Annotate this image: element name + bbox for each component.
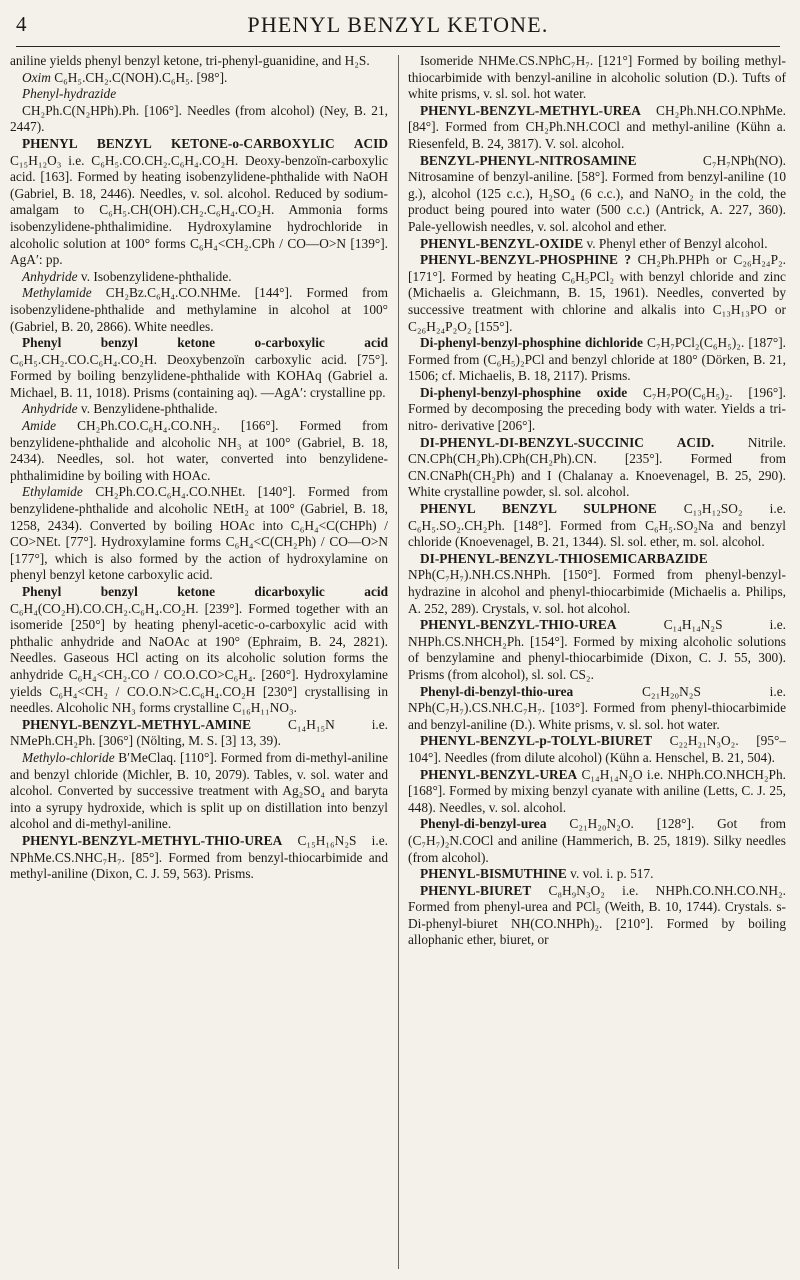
entry-heading: DI-PHENYL-DI-BENZYL-SUCCINIC ACID. (420, 434, 715, 450)
entry-paragraph (408, 153, 786, 236)
entry-paragraph (10, 269, 388, 286)
entry-heading: PHENYL BENZYL KETONE-o-CARBOXYLIC ACID (22, 135, 388, 151)
entry-heading: Phenyl-di-benzyl-thio-urea (420, 683, 574, 699)
entry-text: CH₂Ph.C(N₂HPh).Ph. [106°]. Needles (from alcohol) (Ney, B. 21, 2447). (10, 102, 388, 135)
entry-paragraph (408, 767, 786, 817)
entry-paragraph (10, 53, 388, 70)
entry-paragraph (408, 103, 786, 153)
entry-text: C₁₄H₁₄N₂O i.e. NHPh.CO.NHCH₂Ph. [168°]. Formed by mixing benzyl cyanate with aniline (Letts, C. J. 25, 448). Needles, v. sol. alcohol. (408, 766, 786, 815)
entry-text: CH₂Bz.C₆H₄.CO.NHMe. [144°]. Formed from isobenzylidene-phthalide and methylamine in alcohol at 100° (Gabriel, B. 20, 2866). White needles. (10, 285, 388, 334)
entry-paragraph (10, 833, 388, 883)
entry-text: C₁₅H₁₂O₃ i.e. C₆H₅.CO.CH₂.C₆H₄.CO₂H. Deoxy-benzoïn-carboxylic acid. [163]. Formed by heating isobenzylidene-phthalide with NaOH (Gabriel, B. 18, 2446). Needles, v. sol. alcohol. Reduced by sodium-amalgam to C₆H₅.CH(OH).CH₂.C₆H₄.CO₂H. Ammonia forms isobenzylidene-phthalimidine. Hydroxylamine hydrochloride in alcoholic solution at 100° forms C₆H₄<CH₂.CPh / CO—O>N [139°]. AgA′: pp. (10, 152, 388, 268)
entry-text: aniline yields phenyl benzyl ketone, tri-phenyl-guanidine, and H₂S. (10, 53, 370, 68)
entry-heading: Amide (22, 418, 57, 434)
entry-paragraph (10, 717, 388, 750)
entry-heading: Phenyl-di-benzyl-urea (420, 816, 547, 832)
entry-heading: PHENYL-BIURET (420, 882, 532, 898)
entry-paragraph (408, 883, 786, 949)
entry-heading: PHENYL-BENZYL-OXIDE (420, 235, 584, 251)
entry-paragraph (408, 617, 786, 683)
entry-paragraph (408, 385, 786, 435)
entry-paragraph (408, 501, 786, 551)
entry-text: C₇H₇PCl₂(C₆H₅)₂. [187°]. Formed from (C₆H₅)₂PCl and benzyl chloride at 180° (Dörken, B. 21, 1506; cf. Michaelis, B. 18, 2117). Prisms. (408, 335, 786, 384)
entry-heading: BENZYL-PHENYL-NITROSAMINE (420, 152, 637, 168)
entry-text: Isomeride NHMe.CS.NPhC₇H₇. [121°] Formed by boiling methyl-thiocarbimide with benzyl-aniline in alcoholic solution (D.). Tufts of white prisms, v. sl. sol. hot water. (408, 53, 786, 102)
entry-heading: PHENYL-BENZYL-THIO-UREA (420, 617, 617, 633)
entry-text: C₆H₅.CH₂.CO.C₆H₄.CO₂H. Deoxybenzoïn carboxylic acid. [75°]. Formed by boiling benzylidene-phthalide with KOHAq (Gabriel a. Michael, B. 11, 1018). Prisms (containing aq). —AgA′: crystalline pp. (10, 351, 388, 400)
entry-paragraph (408, 816, 786, 866)
entry-heading: Ethylamide (22, 484, 83, 500)
entry-heading: Di-phenyl-benzyl-phosphine oxide (420, 384, 628, 400)
entry-text: NPh(C₇H₇).NH.CS.NHPh. [150°]. Formed from phenyl-benzyl-hydrazine in alcohol and phenyl-thiocarbimide (Michaelis a. Philips, A. 252, 289). Crystals, v. sol. hot alcohol. (408, 567, 786, 616)
entry-text: v. Benzylidene-phthalide. (77, 401, 218, 417)
entry-heading: Methylo-chloride (22, 749, 115, 765)
entry-paragraph (10, 70, 388, 87)
entry-text: v. Isobenzylidene-phthalide. (77, 268, 232, 284)
entry-text: C₂₁H₂₀N₂O. [128°]. Got from (C₇H₇)₂N.COCl and aniline (Hammerich, B. 25, 1819). Silky needles (from alcohol). (408, 816, 786, 865)
entry-text: CH₂Ph.PHPh or C₂₆H₂₄P₂. [171°]. Formed by heating C₆H₅PCl₂ with benzyl chloride and zinc (Michaelis a. Gleichmann, B. 15, 1961). Needles, converted by successive treatment with chlorine and alkalis into C₁₃H₁₃PO or C₂₆H₂₄P₂O₂ [155°]. (408, 252, 786, 334)
page-number: 4 (16, 12, 27, 36)
entry-paragraph (10, 335, 388, 401)
column-divider (398, 55, 399, 1269)
entry-paragraph (408, 236, 786, 253)
entry-paragraph (10, 418, 388, 484)
entry-paragraph (10, 750, 388, 833)
entry-heading: PHENYL-BENZYL-METHYL-THIO-UREA (22, 832, 283, 848)
entry-paragraph (408, 866, 786, 883)
entry-text: C₁₅H₁₆N₂S i.e. NPhMe.CS.NHC₇H₇. [85°]. Formed from benzyl-thiocarbimide and methyl-aniline (Dixon, C. J. 59, 563). Prisms. (10, 832, 388, 882)
entry-paragraph (10, 584, 388, 717)
entry-paragraph (10, 136, 388, 269)
entry-heading: Anhydride (22, 268, 78, 284)
entry-text: C₇H₇NPh(NO). Nitrosamine of benzyl-aniline. [58°]. Formed from benzyl-aniline (10 g.), alcohol (125 c.c.), H₂SO₄ (6 c.c.), and NaNO₂ in the cold, the product being poured into water (500 c.c.) (Antrick, A. 227, 360). Pale-yellowish needles, v. sol. alcohol and ether. (408, 152, 786, 234)
entry-heading: Phenyl benzyl ketone dicarboxylic acid (22, 584, 388, 599)
entry-heading: Oxim (22, 69, 51, 85)
entry-heading: PHENYL BENZYL SULPHONE (420, 501, 657, 517)
entry-paragraph (408, 53, 786, 103)
right-column (408, 53, 786, 1271)
page-header (16, 10, 780, 47)
left-column (10, 53, 388, 1271)
entry-paragraph (10, 103, 388, 136)
entry-text: C₂₂H₂₁N₃O₂. [95°–104°]. Needles (from dilute alcohol) (Kühn a. Henschel, B. 21, 504). (408, 733, 786, 765)
entry-heading: PHENYL-BENZYL-METHYL-AMINE (22, 716, 252, 732)
entry-heading: Phenyl benzyl ketone o-carboxylic acid (22, 335, 388, 351)
entry-heading: PHENYL-BENZYL-METHYL-UREA (420, 102, 641, 118)
entry-text: CH₂Ph.NH.CO.NPhMe. [84°]. Formed from CH₂Ph.NH.COCl and methyl-aniline (Kühn a. Riesenfeld, B. 24, 3817). V. sol. alcohol. (408, 102, 786, 151)
entry-heading: Methylamide (22, 285, 92, 301)
entry-heading: PHENYL-BENZYL-PHOSPHINE ? (420, 252, 632, 268)
entry-text: CH₂Ph.CO.C₆H₄.CO.NH₂. [166°]. Formed from benzylidene-phthalide and alcoholic NH₃ at 100° (Gabriel, B. 18, 2434). Needles, sol. hot water, converted into benzylidene-phthalimidine by boiling with HOAc. (10, 418, 388, 483)
entry-paragraph (10, 401, 388, 418)
entry-text: C₁₄H₁₅N i.e. NMePh.CH₂Ph. [306°] (Nölting, M. S. [3] 13, 39). (10, 716, 388, 749)
entry-heading: PHENYL-BENZYL-UREA (420, 766, 578, 782)
text-columns (10, 53, 786, 1271)
entry-paragraph (10, 86, 388, 103)
entry-text: C₂₁H₂₀N₂S i.e. NPh(C₇H₇).CS.NH.C₇H₇. [103°]. Formed from phenyl-thiocarbimide and benzyl-aniline (D.). White prisms, v. sl. sol. hot water. (408, 683, 786, 732)
entry-paragraph (10, 285, 388, 335)
entry-paragraph (408, 435, 786, 501)
entry-heading: DI-PHENYL-BENZYL-THIOSEMICARBAZIDE (420, 550, 708, 566)
entry-paragraph (10, 484, 388, 584)
entry-text: C₁₃H₁₂SO₂ i.e. C₆H₅.SO₂.CH₂Ph. [148°]. Formed from C₆H₅.SO₂Na and benzyl chloride (Knoevenagel, B. 21, 1344). Sl. sol. ether, m. sol. alcohol. (408, 501, 786, 550)
entry-paragraph (408, 252, 786, 335)
entry-text: C₁₄H₁₄N₂S i.e. NHPh.CS.NHCH₂Ph. [154°]. Formed by mixing alcoholic solutions of benzylamine and phenyl-thiocarbimide (Dixon, C. J. 55, 300). Prisms (from alcohol), sl. sol. CS₂. (408, 617, 786, 682)
entry-text: C₆H₅.CH₂.C(NOH).C₆H₅. [98°]. (50, 69, 228, 85)
entry-text: Nitrile. CN.CPh(CH₂Ph).CPh(CH₂Ph).CN. [235°]. Formed from CN.CNaPh(CH₂Ph) and I (Chalanay a. Knoevenagel, B. 25, 290). White crystalline powder, sl. sol. alcohol. (408, 434, 786, 500)
entry-text: v. Phenyl ether of Benzyl alcohol. (583, 235, 768, 251)
entry-text: B′MeClaq. [110°]. Formed from di-methyl-aniline and benzyl chloride (Michler, B. 10, 2079). Tables, v. sol. water and alcohol. Converted by successive treatment with Ag₂SO₄ and baryta into a syrupy hydroxide, which is split up on distillation into benzyl alcohol and di-methyl-aniline. (10, 749, 388, 832)
entry-heading: PHENYL-BENZYL-p-TOLYL-BIURET (420, 733, 653, 749)
entry-text: CH₂Ph.CO.C₆H₄.CO.NHEt. [140°]. Formed from benzylidene-phthalide and alcoholic NEtH₂ at 100° (Gabriel, B. 18, 1258, 2434). Converted by boiling HOAc into C₆H₄<C(CHPh) / CO>NEt. [77°]. Hydroxylamine forms C₆H₄<C(CH₂Ph) / CO—O>N [177°], which is also formed by the action of hydroxylamine on phenyl benzyl ketone carboxylic acid. (10, 484, 388, 583)
entry-paragraph (408, 733, 786, 766)
entry-text: C₈H₉N₃O₂ i.e. NHPh.CO.NH.CO.NH₂. Formed from phenyl-urea and PCl₅ (Weith, B. 10, 1744). Crystals. s-Di-phenyl-biuret NH(CO.NHPh)₂. [210°]. Formed by boiling allophanic ether, biuret, or (408, 882, 786, 948)
entry-text: C₆H₄(CO₂H).CO.CH₂.C₆H₄.CO₂H. [239°]. Formed together with an isomeride [250°] by heating phenyl-acetic-o-carboxylic acid with phthalic anhydride and NaOAc at 190° (Ephraim, B. 24, 2821). Needles. Gaseous HCl acting on its alcoholic solution forms the anhydride C₆H₄<CH₂.CO / CO.O.CO>C₆H₄. [260°]. Hydroxylamine yields C₆H₄<CH₂ / CO.O.N>C.C₆H₄.CO₂H [230°] crystallising in needles. Alcoholic NH₃ forms crystalline C₁₆H₁₁NO₃. (10, 600, 388, 716)
entry-heading: Anhydride (22, 401, 78, 417)
entry-text: C₇H₇PO(C₆H₅)₂. [196°]. Formed by decomposing the preceding body with water. Yields a tri-nitro- derivative [206°]. (408, 384, 786, 434)
entry-heading: Di-phenyl-benzyl-phosphine dichloride (420, 335, 643, 351)
entry-text: v. vol. i. p. 517. (566, 866, 654, 882)
entry-heading: Phenyl-hydrazide (22, 86, 117, 102)
entry-paragraph (408, 551, 786, 617)
entry-paragraph (408, 335, 786, 385)
running-head: PHENYL BENZYL KETONE. (247, 12, 549, 37)
entry-paragraph (408, 684, 786, 734)
entry-heading: PHENYL-BISMUTHINE (420, 866, 567, 882)
